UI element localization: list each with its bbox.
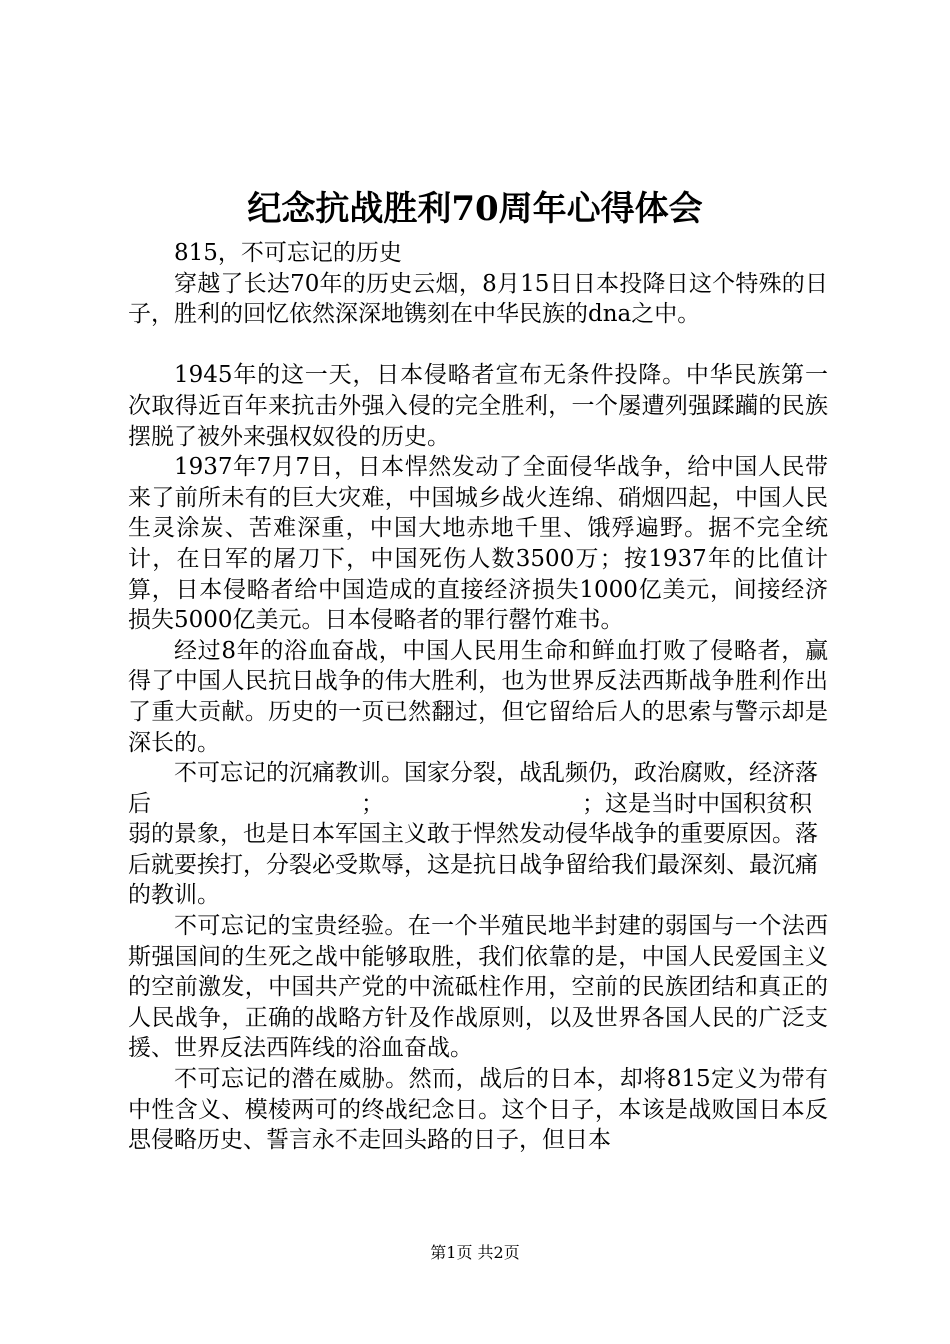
paragraph-subtitle: 815，不可忘记的历史 <box>174 240 402 266</box>
paragraph-threat: 不可忘记的潜在威胁。然而，战后的日本，却将815定义为带有中性含义、模棱两可的终战纪念日。这个日子，本该是战败国日本反思侵略历史、誓言永不走回头路的日子，但日本 <box>128 1066 828 1154</box>
lesson-text-end: ；这是当时中国积贫积弱的景象，也是日本军国主义敢于悍然发动侵华战争的重要原因。落后就要挨打，分裂必受欺辱，这是抗日战争留给我们最深刻、最沉痛的教训。 <box>128 790 818 909</box>
document-body <box>128 238 828 1156</box>
paragraph-lesson <box>128 758 828 911</box>
document-title: 纪念抗战胜利70周年心得体会 <box>247 189 703 229</box>
paragraph-victory: 经过8年的浴血奋战，中国人民用生命和鲜血打败了侵略者，赢得了中国人民抗日战争的伟大胜利，也为世界反法西斯战争胜利作出了重大贡献。历史的一页已然翻过，但它留给后人的思索与警示却是深长的。 <box>128 637 828 756</box>
paragraph-intro: 穿越了长达70年的历史云烟，8月15日日本投降日这个特殊的日子，胜利的回忆依然深深地镌刻在中华民族的dna之中。 <box>128 270 828 328</box>
lesson-semicolon: ； <box>361 790 384 817</box>
paragraph-1937: 1937年7月7日，日本悍然发动了全面侵华战争，给中国人民带来了前所未有的巨大灾难，中国城乡战火连绵、硝烟四起，中国人民生灵涂炭、苦难深重，中国大地赤地千里、饿殍遍野。据不完全统计，在日军的屠刀下，中国死伤人数3500万；按1937年的比值计算，日本侵略者给中国造成的直接经济损失1000亿美元，间接经济损失5000亿美元。日本侵略者的罪行罄竹难书。 <box>128 454 828 634</box>
blank-line <box>128 330 828 361</box>
page-footer: 第1页 共2页 <box>430 1243 520 1262</box>
lesson-text-start: 不可忘记的沉痛教训。国家分裂，战乱频仍，政治腐败，经济落后 <box>128 760 818 817</box>
paragraph-1945: 1945年的这一天，日本侵略者宣布无条件投降。中华民族第一次取得近百年来抗击外强入侵的完全胜利，一个屡遭列强蹂躏的民族摆脱了被外来强权奴役的历史。 <box>128 362 828 450</box>
paragraph-experience: 不可忘记的宝贵经验。在一个半殖民地半封建的弱国与一个法西斯强国间的生死之战中能够取胜，我们依靠的是，中国人民爱国主义的空前激发，中国共产党的中流砥柱作用，空前的民族团结和真正的人民战争，正确的战略方针及作战原则，以及世界各国人民的广泛支援、世界反法西阵线的浴血奋战。 <box>128 913 828 1062</box>
